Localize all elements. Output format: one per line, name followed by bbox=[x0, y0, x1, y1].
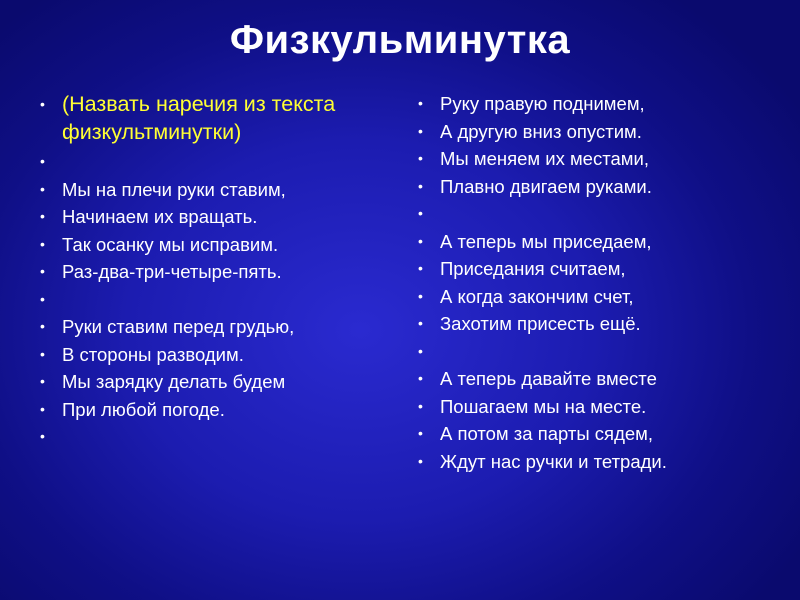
bullet-icon: • bbox=[418, 425, 423, 441]
list-item-text: Ждут нас ручки и тетради. bbox=[440, 450, 667, 472]
list-item bbox=[40, 176, 390, 204]
bullet-icon: • bbox=[418, 177, 423, 194]
list-item-text: А теперь мы приседаем, bbox=[440, 230, 652, 252]
list-item bbox=[40, 258, 390, 286]
left-column-list bbox=[40, 90, 390, 451]
bullet-icon: • bbox=[418, 370, 423, 386]
list-item-text: Приседания считаем, bbox=[440, 258, 626, 279]
list-item bbox=[418, 393, 778, 421]
list-item-text: Так осанку мы исправим. bbox=[62, 233, 279, 255]
list-item bbox=[418, 448, 778, 476]
bullet-icon: • bbox=[418, 205, 423, 221]
bullet-icon: • bbox=[40, 290, 45, 307]
list-item-text: Руки ставим перед грудью, bbox=[62, 316, 295, 337]
list-item bbox=[418, 90, 778, 118]
bullet-icon: • bbox=[40, 428, 45, 444]
list-item bbox=[418, 118, 778, 146]
list-item bbox=[40, 368, 390, 396]
bullet-icon: • bbox=[418, 95, 423, 111]
slide-title: Физкульминутка bbox=[229, 18, 571, 62]
list-item-text: А когда закончим счет, bbox=[440, 285, 634, 307]
bullet-icon: • bbox=[418, 342, 423, 359]
bullet-icon: • bbox=[418, 315, 423, 331]
list-item-text: Захотим присесть ещё. bbox=[440, 313, 641, 334]
bullet-icon: • bbox=[418, 232, 423, 249]
list-item-note bbox=[40, 90, 390, 146]
list-item-text: А потом за парты сядем, bbox=[440, 423, 654, 444]
list-item bbox=[418, 420, 778, 448]
bullet-icon: • bbox=[40, 263, 45, 279]
list-item bbox=[418, 338, 778, 366]
list-item-text: Руку правую поднимем, bbox=[440, 93, 645, 114]
list-item bbox=[418, 255, 778, 283]
list-item bbox=[40, 203, 390, 231]
list-item bbox=[40, 313, 390, 341]
list-item bbox=[418, 310, 778, 338]
bullet-icon: • bbox=[40, 235, 45, 252]
list-item-text: При любой погоде. bbox=[62, 398, 225, 420]
bullet-icon: • bbox=[40, 208, 45, 224]
bullet-icon: • bbox=[418, 260, 423, 276]
list-item bbox=[418, 228, 778, 256]
list-item-text: Раз-два-три-четыре-пять. bbox=[62, 261, 282, 282]
list-item-text: Плавно двигаем руками. bbox=[440, 175, 652, 197]
bullet-icon: • bbox=[40, 400, 45, 417]
list-item bbox=[40, 231, 390, 259]
bullet-icon: • bbox=[40, 373, 45, 389]
list-item-text: А другую вниз опустим. bbox=[440, 120, 642, 142]
bullet-icon: • bbox=[40, 180, 45, 197]
list-item bbox=[418, 365, 778, 393]
list-item bbox=[40, 341, 390, 369]
list-item-text: В стороны разводим. bbox=[62, 343, 244, 365]
list-item bbox=[418, 145, 778, 173]
bullet-icon: • bbox=[418, 397, 423, 414]
list-item-text: А теперь давайте вместе bbox=[440, 368, 657, 389]
bullet-icon: • bbox=[40, 345, 45, 362]
bullet-icon: • bbox=[418, 150, 423, 166]
list-item bbox=[40, 423, 390, 451]
list-item bbox=[418, 200, 778, 228]
list-item bbox=[40, 148, 390, 176]
right-column-list bbox=[418, 90, 778, 475]
bullet-icon: • bbox=[40, 153, 45, 169]
bullet-icon: • bbox=[418, 122, 423, 139]
list-item-text: Мы на плечи руки ставим, bbox=[62, 178, 286, 200]
list-item-text: Начинаем их вращать. bbox=[62, 206, 258, 227]
list-item-text: Пошагаем мы на месте. bbox=[440, 395, 647, 417]
list-item bbox=[40, 396, 390, 424]
list-item-text: Мы меняем их местами, bbox=[440, 148, 649, 169]
bullet-icon: • bbox=[418, 452, 423, 469]
list-item bbox=[40, 286, 390, 314]
list-item bbox=[418, 283, 778, 311]
bullet-icon: • bbox=[40, 318, 45, 334]
bullet-icon: • bbox=[40, 96, 45, 112]
bullet-icon: • bbox=[418, 287, 423, 304]
list-item-text: Мы зарядку делать будем bbox=[62, 371, 286, 392]
list-item bbox=[418, 173, 778, 201]
note-text: (Назвать наречия из текста физкультминутки) bbox=[62, 92, 336, 144]
